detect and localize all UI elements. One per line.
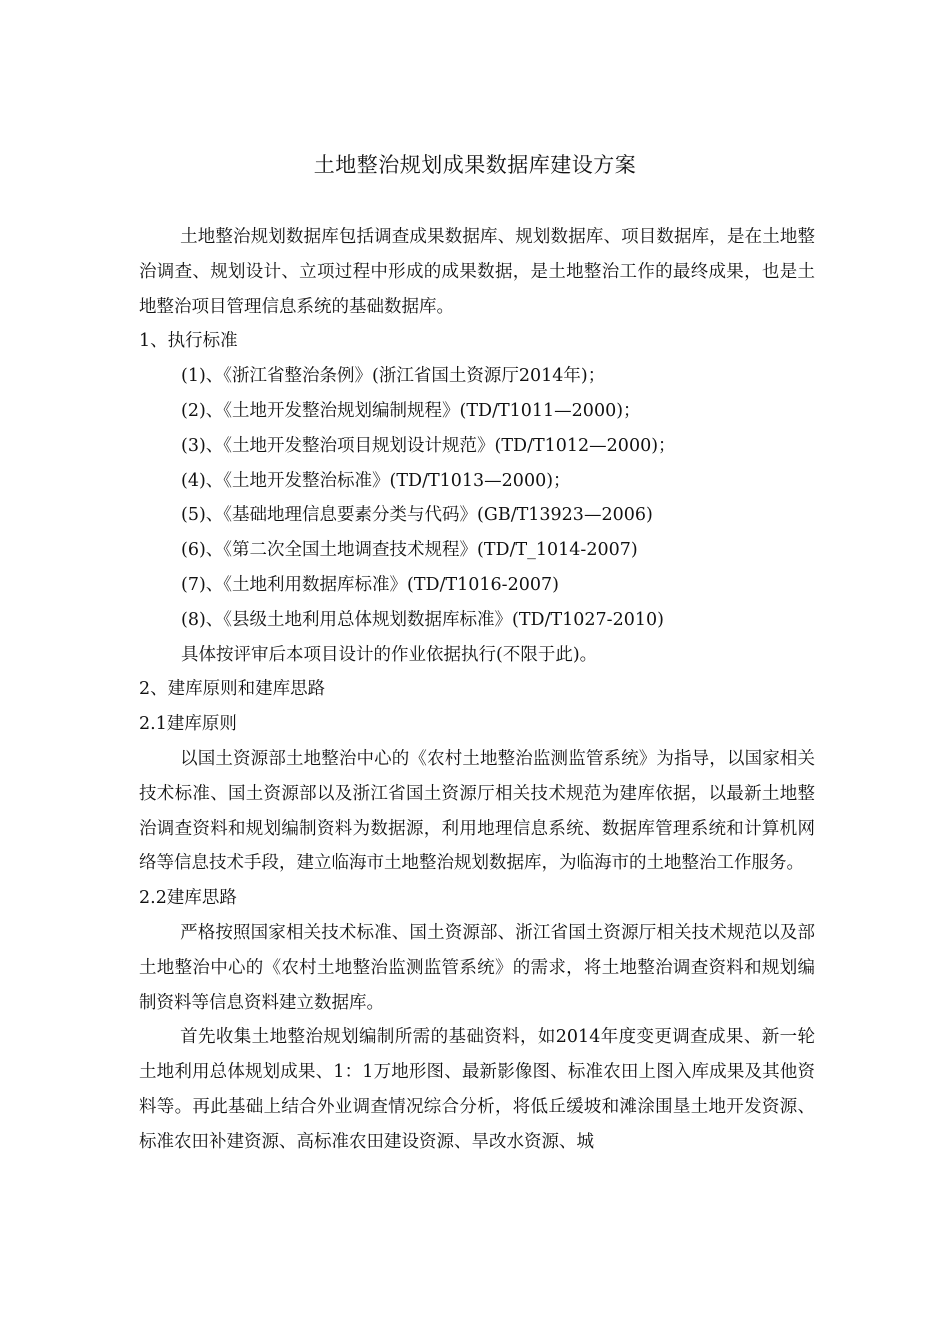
standards-list	[139, 359, 815, 637]
standard-item: (1)、《浙江省整治条例》(浙江省国土资源厅2014年)；	[181, 366, 606, 387]
section-2-1-heading: 2.1建库原则	[139, 714, 237, 735]
standard-item: (6)、《第二次全国土地调查技术规程》(TD/T_1014-2007)	[181, 540, 638, 561]
standard-item: (4)、《土地开发整治标准》(TD/T1013—2000)；	[181, 470, 571, 491]
standard-item: (7)、《土地利用数据库标准》(TD/T1016-2007)	[181, 574, 559, 595]
standard-item: (2)、《土地开发整治规划编制规程》(TD/T1011—2000)；	[181, 400, 641, 421]
section-2-1-paragraph: 以国土资源部土地整治中心的《农村土地整治监测监管系统》为指导，以国家相关技术标准、国土资源部以及浙江省国土资源厅相关技术规范为建库依据，以最新土地整治调查资料和规划编制资料为数据源，利用地理信息系统、数据库管理系统和计算机网络等信息技术手段，建立临海市土地整治规划数据库，为临海市的土地整治工作服务。	[139, 748, 815, 874]
section-2-2-heading: 2.2建库思路	[139, 888, 237, 909]
section-2-2-paragraph-2: 首先收集土地整治规划编制所需的基础资料，如2014年度变更调查成果、新一轮土地利用总体规划成果、1：1万地形图、最新影像图、标准农田上图入库成果及其他资料等。再此基础上结合外业调查情况综合分析，将低丘缓坡和滩涂围垦土地开发资源、标准农田补建资源、高标准农田建设资源、旱改水资源、城	[139, 1027, 815, 1152]
standard-item: (8)、《县级土地利用总体规划数据库标准》(TD/T1027-2010)	[181, 609, 664, 630]
section-2-2-paragraph-1: 严格按照国家相关技术标准、国土资源部、浙江省国土资源厅相关技术规范以及部土地整治中心的《农村土地整治监测监管系统》的需求，将土地整治调查资料和规划编制资料等信息资料建立数据库。	[139, 922, 815, 1013]
section-1-heading: 1、执行标准	[139, 331, 238, 352]
standards-note: 具体按评审后本项目设计的作业依据执行(不限于此)。	[181, 644, 598, 665]
standard-item: (3)、《土地开发整治项目规划设计规范》(TD/T1012—2000)；	[181, 435, 676, 456]
standard-item: (5)、《基础地理信息要素分类与代码》(GB/T13923—2006)	[181, 505, 653, 526]
section-2-heading: 2、建库原则和建库思路	[139, 679, 326, 700]
document-body	[139, 220, 815, 1160]
page-title: 土地整治规划成果数据库建设方案	[313, 153, 637, 177]
intro-paragraph: 土地整治规划数据库包括调查成果数据库、规划数据库、项目数据库，是在土地整治调查、规划设计、立项过程中形成的成果数据，是土地整治工作的最终成果，也是土地整治项目管理信息系统的基础数据库。	[139, 227, 815, 317]
